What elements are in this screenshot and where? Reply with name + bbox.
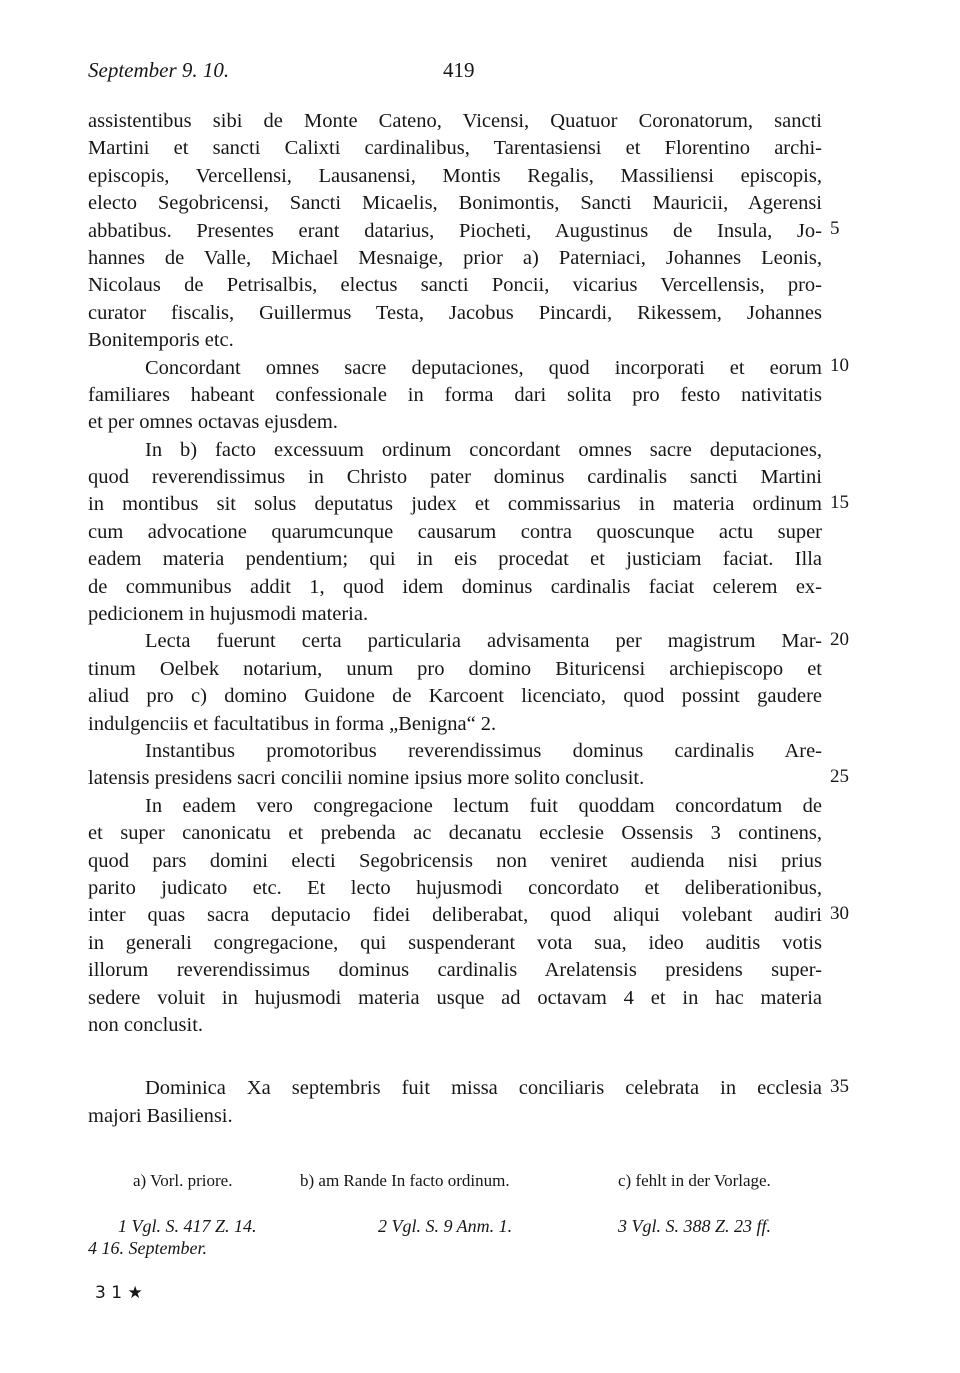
page-number: 419: [443, 58, 475, 82]
text-line: pedicionem in hujusmodi materia.: [88, 603, 369, 626]
text-line: quod pars domini electi Segobricensis non veniret audienda nisi prius: [88, 849, 822, 872]
margin-line-number: 30: [830, 902, 849, 924]
text-line: Dominica Xa septembris fuit missa conciliaris celebrata in ecclesia: [145, 1077, 822, 1100]
margin-line-number: 35: [830, 1075, 849, 1097]
footnote-4: 4 16. September.: [88, 1238, 207, 1258]
apparatus-note-c: c) fehlt in der Vorlage.: [618, 1171, 771, 1190]
text-line: Nicolaus de Petrisalbis, electus sancti Poncii, vicarius Vercellensis, pro-: [88, 274, 822, 297]
text-line: aliud pro c) domino Guidone de Karcoent licenciato, quod possint gaudere: [88, 685, 822, 708]
text-line: in generali congregacione, qui suspenderant vota sua, ideo auditis votis: [88, 931, 822, 954]
text-line: in montibus sit solus deputatus judex et commissarius in materia ordinum: [88, 493, 822, 516]
text-line: Instantibus promotoribus reverendissimus dominus cardinalis Are-: [145, 739, 822, 762]
footnote-3: 3 Vgl. S. 388 Z. 23 ff.: [618, 1216, 772, 1236]
text-line: In b) facto excessuum ordinum concordant omnes sacre deputaciones,: [145, 438, 822, 461]
text-line: curator fiscalis, Guillermus Testa, Jacobus Pincardi, Rikessem, Johannes: [88, 301, 822, 324]
margin-line-number: 15: [830, 491, 849, 513]
text-line: et super canonicatu et prebenda ac decanatu ecclesie Ossensis 3 continens,: [88, 822, 822, 845]
footnote-1: 1 Vgl. S. 417 Z. 14.: [118, 1216, 257, 1236]
apparatus-note-b: b) am Rande In facto ordinum.: [300, 1171, 510, 1190]
text-line: assistentibus sibi de Monte Cateno, Vicensi, Quatuor Coronatorum, sancti: [88, 110, 822, 132]
page-header: [88, 58, 822, 88]
text-line: Concordant omnes sacre deputaciones, quod incorporati et eorum: [145, 356, 822, 379]
footnote-2: 2 Vgl. S. 9 Anm. 1.: [378, 1216, 513, 1236]
text-line: Bonitemporis etc.: [88, 329, 234, 352]
text-line: Martini et sancti Calixti cardinalibus, Tarentasiensi et Florentino archi-: [88, 137, 822, 160]
printer-signature: 3 1 ★: [95, 1283, 143, 1303]
paragraph-gap: [88, 1039, 822, 1075]
text-line: indulgenciis et facultatibus in forma „Benigna“ 2.: [88, 712, 497, 735]
main-text: [88, 108, 822, 1130]
text-line: de communibus addit 1, quod idem dominus cardinalis faciat celerem ex-: [88, 575, 822, 598]
text-line: In eadem vero congregacione lectum fuit quoddam concordatum de: [145, 794, 822, 817]
margin-line-number: 20: [830, 628, 849, 650]
text-line: abbatibus. Presentes erant datarius, Piocheti, Augustinus de Insula, Jo-: [88, 219, 822, 242]
text-line: familiares habeant confessionale in forma dari solita pro festo nativitatis: [88, 383, 822, 406]
text-line: et per omnes octavas ejusdem.: [88, 411, 338, 434]
text-line: inter quas sacra deputacio fidei deliberabat, quod aliqui volebant audiri: [88, 904, 822, 927]
text-line: parito judicato etc. Et lecto hujusmodi concordato et deliberationibus,: [88, 876, 822, 899]
margin-line-number: 10: [830, 354, 849, 376]
margin-line-number: 5: [830, 217, 840, 239]
text-line: hannes de Valle, Michael Mesnaige, prior a) Paterniaci, Johannes Leonis,: [88, 246, 822, 269]
running-head: September 9. 10.: [88, 58, 230, 82]
text-line: tinum Oelbek notarium, unum pro domino Bituricensi archiepiscopo et: [88, 657, 822, 680]
text-line: sedere voluit in hujusmodi materia usque ad octavam 4 et in hac materia: [88, 986, 822, 1009]
apparatus-note-a: a) Vorl. priore.: [133, 1171, 233, 1190]
text-line: Lecta fuerunt certa particularia advisamenta per magistrum Mar-: [145, 630, 822, 653]
text-line: non conclusit.: [88, 1013, 204, 1036]
text-line: eadem materia pendentium; qui in eis procedat et justiciam faciat. Illa: [88, 548, 822, 571]
text-line: cum advocatione quarumcunque causarum contra quoscunque actu super: [88, 520, 822, 543]
text-line: electo Segobricensi, Sancti Micaelis, Bonimontis, Sancti Mauricii, Agerensi: [88, 192, 822, 215]
text-line: latensis presidens sacri concilii nomine ipsius more solito conclusit.: [88, 767, 645, 790]
text-line: majori Basiliensi.: [88, 1104, 233, 1127]
margin-line-number: 25: [830, 765, 849, 787]
text-line: illorum reverendissimus dominus cardinalis Arelatensis presidens super-: [88, 959, 822, 982]
text-line: quod reverendissimus in Christo pater dominus cardinalis sancti Martini: [88, 466, 822, 489]
text-line: episcopis, Vercellensi, Lausanensi, Montis Regalis, Massiliensi episcopis,: [88, 164, 822, 187]
